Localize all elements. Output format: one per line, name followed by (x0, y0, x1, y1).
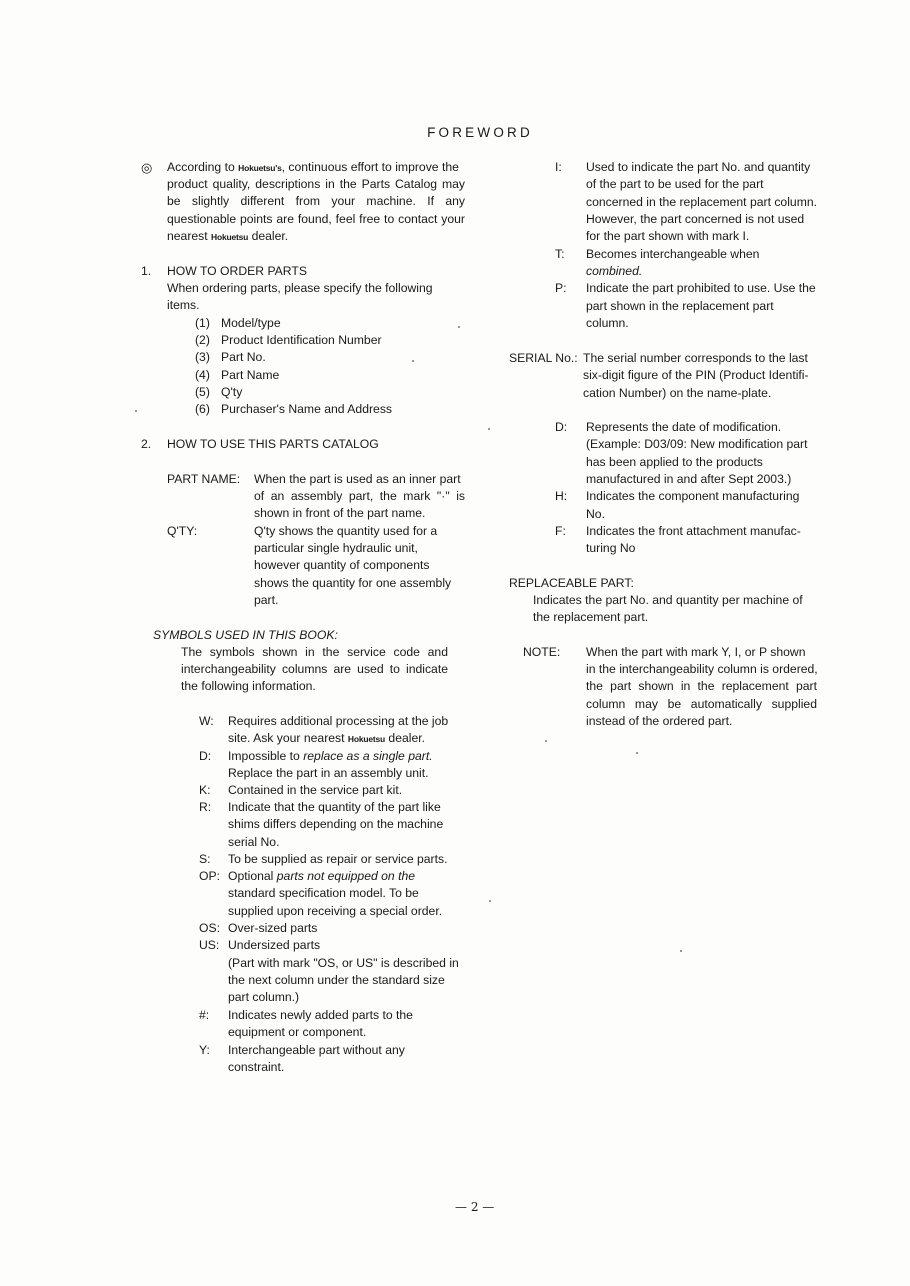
intro-line-2: product quality, descriptions in the Parts Catalog may (167, 177, 465, 191)
brand-name: Hokuetsu (211, 232, 249, 242)
symbols-intro: interchangeability columns are used to indicate (181, 662, 448, 676)
scan-speck (545, 740, 547, 742)
symbol-desc: Undersized parts (228, 938, 321, 952)
list-item: Q'ty (221, 385, 243, 399)
list-item: Part Name (221, 368, 280, 382)
note-label: NOTE: (523, 645, 561, 659)
symbol-desc: Indicate that the quantity of the part like (228, 800, 441, 814)
replaceable-text: Indicates the part No. and quantity per machine of (533, 593, 803, 607)
symbol-desc: Contained in the service part kit. (228, 783, 403, 797)
symbol-desc: Over-sized parts (228, 921, 318, 935)
part-name-text: of an assembly part, the mark "·" is (254, 489, 465, 503)
part-name-text: shown in front of the part name. (254, 506, 426, 520)
section-heading: HOW TO USE THIS PARTS CATALOG (167, 437, 379, 451)
replaceable-text: the replacement part. (533, 610, 649, 624)
symbol-desc: equipment or component. (228, 1025, 367, 1039)
symbol-desc: To be supplied as repair or service parts. (228, 852, 448, 866)
list-item-number: (6) (195, 402, 210, 416)
symbol-code: OP: (199, 869, 220, 883)
symbol-desc: supplied upon receiving a special order. (228, 904, 443, 918)
scan-speck (489, 900, 491, 902)
symbol-desc: the next column under the standard size (228, 973, 445, 987)
list-item-number: (2) (195, 333, 210, 347)
part-name-label: PART NAME: (167, 472, 241, 486)
symbol-desc: turing No (586, 541, 636, 555)
symbol-desc: (Part with mark "OS, or US" is described in (228, 956, 459, 970)
symbol-desc: standard specification model. To be (228, 886, 419, 900)
symbol-desc: site. Ask your nearest Hokuetsu dealer. (228, 731, 426, 745)
qty-text: Q'ty shows the quantity used for a (254, 524, 438, 538)
section-number: 1. (141, 264, 152, 278)
symbol-code: W: (199, 714, 214, 728)
page-title: FOREWORD (427, 125, 533, 140)
note-text: instead of the ordered part. (586, 714, 733, 728)
list-item-number: (4) (195, 368, 210, 382)
list-item: Part No. (221, 350, 266, 364)
symbol-desc: column. (586, 316, 629, 330)
symbol-code: T: (555, 247, 565, 261)
brand-name: Hokuetsu's (238, 163, 282, 173)
brand-name: Hokuetsu (347, 734, 386, 744)
symbol-desc: has been applied to the products (586, 455, 763, 469)
symbol-desc: concerned in the replacement part column. (586, 195, 818, 209)
section-text: When ordering parts, please specify the following (167, 281, 433, 295)
replaceable-heading: REPLACEABLE PART: (509, 576, 634, 590)
symbol-desc: Impossible to replace as a single part. (228, 749, 433, 763)
scan-speck (636, 752, 638, 754)
symbol-desc: Indicates the front attachment manufac- (586, 524, 801, 538)
symbol-desc: of the part to be used for the part (586, 177, 764, 191)
note-text: column may be automatically supplied (586, 697, 817, 711)
symbols-heading: SYMBOLS USED IN THIS BOOK: (153, 628, 338, 642)
symbol-code: #: (199, 1008, 210, 1022)
symbol-code: D: (199, 749, 212, 763)
symbol-desc: Represents the date of modification. (586, 420, 782, 434)
symbol-code: OS: (199, 921, 220, 935)
serial-text: The serial number corresponds to the last (583, 351, 808, 365)
list-item-number: (5) (195, 385, 210, 399)
part-name-text: When the part is used as an inner part (254, 472, 461, 486)
symbol-desc: for the part shown with mark I. (586, 229, 750, 243)
scan-speck (458, 326, 460, 328)
qty-label: Q'TY: (167, 524, 198, 538)
note-text: in the interchangeability column is ordered, (586, 662, 818, 676)
intro-line-3: be slightly different from your machine. If any (167, 194, 465, 208)
note-text: the part shown in the replacement part (586, 679, 817, 693)
symbol-desc: Indicate the part prohibited to use. Use the (586, 281, 816, 295)
symbol-code: F: (555, 524, 566, 538)
symbol-desc: No. (586, 507, 605, 521)
symbol-code: Y: (199, 1043, 210, 1057)
list-item: Model/type (221, 316, 281, 330)
qty-text: particular single hydraulic unit, (254, 541, 418, 555)
list-item-number: (1) (195, 316, 210, 330)
scan-speck (135, 410, 137, 412)
symbol-desc: Requires additional processing at the job (228, 714, 449, 728)
symbol-desc: Interchangeable part without any (228, 1043, 405, 1057)
symbol-code: D: (555, 420, 568, 434)
symbol-code: K: (199, 783, 211, 797)
symbol-desc: However, the part concerned is not used (586, 212, 805, 226)
intro-line-4: questionable points are found, feel free to contact your (167, 212, 465, 226)
symbol-desc: constraint. (228, 1060, 285, 1074)
symbol-code: P: (555, 281, 567, 295)
serial-text: cation Number) on the name-plate. (583, 386, 772, 400)
symbol-code: H: (555, 489, 568, 503)
scan-speck (680, 950, 682, 952)
symbol-desc: part column.) (228, 990, 300, 1004)
section-number: 2. (141, 437, 152, 451)
section-heading: HOW TO ORDER PARTS (167, 264, 307, 278)
symbol-desc: manufactured in and after Sept 2003.) (586, 472, 792, 486)
list-item: Purchaser's Name and Address (221, 402, 393, 416)
symbol-code: R: (199, 800, 212, 814)
list-item: Product Identification Number (221, 333, 382, 347)
symbol-code: S: (199, 852, 211, 866)
symbol-desc: Optional parts not equipped on the (228, 869, 416, 883)
symbols-intro: the following information. (181, 679, 316, 693)
serial-label: SERIAL No.: (509, 351, 578, 365)
scan-speck (488, 428, 490, 430)
note-text: When the part with mark Y, I, or P shown (586, 645, 806, 659)
symbol-desc: combined. (586, 264, 643, 278)
section-text: items. (167, 298, 200, 312)
symbol-desc: serial No. (228, 835, 280, 849)
qty-text: however quantity of components (254, 558, 430, 572)
symbol-code: I: (555, 160, 562, 174)
symbol-desc: Replace the part in an assembly unit. (228, 766, 429, 780)
page-number: — 2 — (455, 1200, 495, 1214)
double-circle-bullet-icon: ◎ (141, 160, 153, 175)
symbol-code: US: (199, 938, 220, 952)
symbol-desc: Becomes interchangeable when (586, 247, 760, 261)
qty-text: part. (254, 593, 279, 607)
symbol-desc: Used to indicate the part No. and quantity (586, 160, 811, 174)
list-item-number: (3) (195, 350, 210, 364)
symbols-intro: The symbols shown in the service code and (181, 645, 448, 659)
symbol-desc: part shown in the replacement part (586, 299, 774, 313)
symbol-desc: shims differs depending on the machine (228, 817, 444, 831)
symbol-desc: (Example: D03/09: New modification part (586, 437, 808, 451)
intro-line-1: According to Hokuetsu's, continuous effort to improve the (167, 160, 459, 174)
symbol-desc: Indicates newly added parts to the (228, 1008, 413, 1022)
qty-text: shows the quantity for one assembly (254, 576, 452, 590)
scan-speck (412, 360, 414, 362)
serial-text: six-digit figure of the PIN (Product Identifi- (583, 368, 809, 382)
symbol-desc: Indicates the component manufacturing (586, 489, 800, 503)
intro-line-5: nearest Hokuetsu dealer. (167, 229, 289, 243)
